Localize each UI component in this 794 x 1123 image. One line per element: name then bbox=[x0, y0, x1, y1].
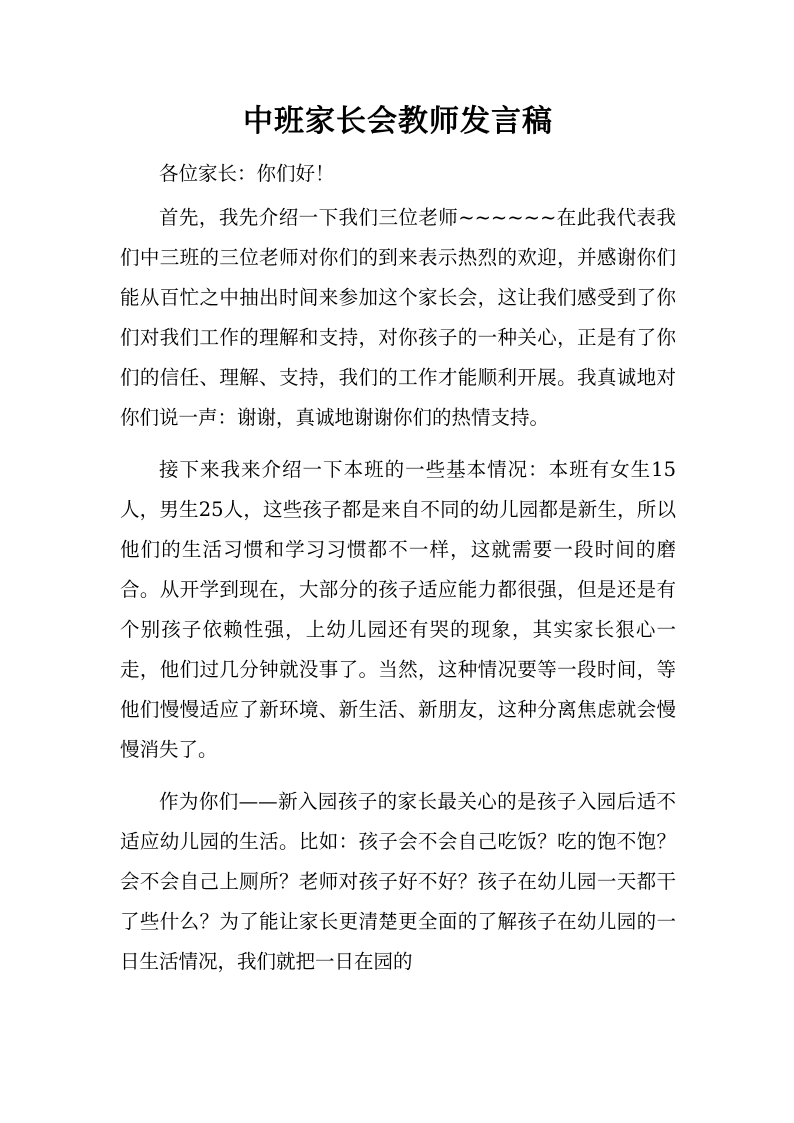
parent-concerns-paragraph: 作为你们——新入园孩子的家长最关心的是孩子入园后适不适应幼儿园的生活。比如：孩子会不会自己吃饭？吃的饱不饱？会不会自己上厕所？老师对孩子好不好？孩子在幼儿园一天都干了些什么？为了能让家长更清楚更全面的了解孩子在幼儿园的一日生活情况，我们就把一日在园的 bbox=[120, 790, 676, 973]
greeting-paragraph: 各位家长：你们好！ bbox=[159, 162, 335, 185]
document-title: 中班家长会教师发言稿 bbox=[243, 104, 553, 139]
intro-paragraph: 首先，我先介绍一下我们三位老师~~~~~~在此我代表我们中三班的三位老师对你们的到来表示热烈的欢迎，并感谢你们能从百忙之中抽出时间来参加这个家长会，这让我们感受到了你们对我们工作的理解和支持，对你孩子的一种关心，正是有了你们的信任、理解、支持，我们的工作才能顺利开展。我真诚地对你们说一声：谢谢，真诚地谢谢你们的热情支持。 bbox=[120, 206, 676, 429]
class-info-paragraph: 接下来我来介绍一下本班的一些基本情况：本班有女生15人，男生25人，这些孩子都是来自不同的幼儿园都是新生，所以他们的生活习惯和学习习惯都不一样，这就需要一段时间的磨合。从开学到现在，大部分的孩子适应能力都很强，但是还是有个别孩子依赖性强，上幼儿园还有哭的现象，其实家长狠心一走，他们过几分钟就没事了。当然，这种情况要等一段时间，等他们慢慢适应了新环境、新生活、新朋友，这种分离焦虑就会慢慢消失了。 bbox=[120, 458, 676, 761]
